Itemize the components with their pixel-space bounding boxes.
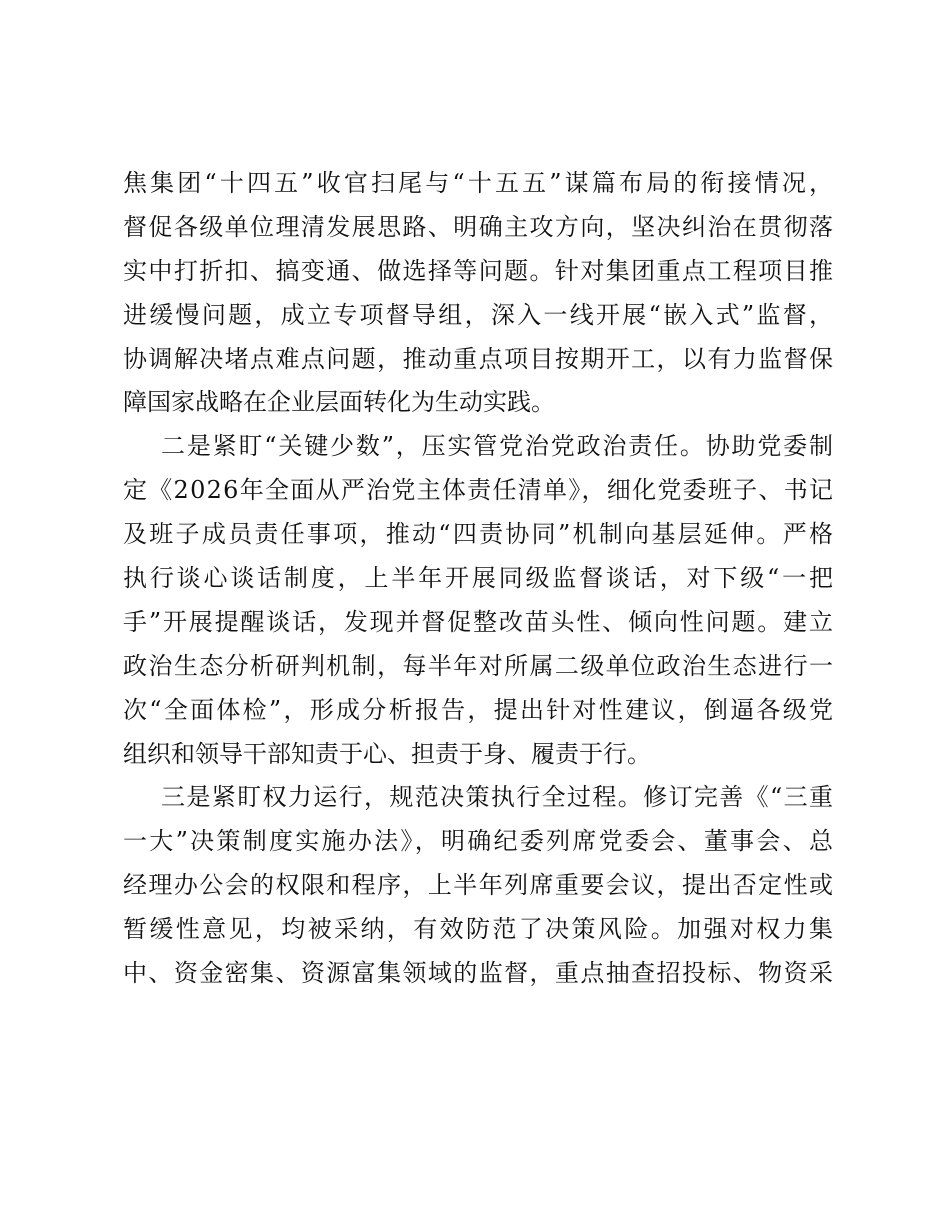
text-line: 定《2026年全面从严治党主体责任清单》，细化党委班子、书记 — [123, 476, 835, 505]
text-line: 政治生态分析研判机制，每半年对所属二级单位政治生态进行一 — [123, 651, 835, 680]
text-line: 及班子成员责任事项，推动“四责协同”机制向基层延伸。严格 — [123, 520, 836, 549]
text-line: 焦集团“十四五”收官扫尾与“十五五”谋篇布局的衔接情况， — [123, 169, 837, 197]
text-line: 组织和领导干部知责于心、担责于身、履责于行。 — [123, 739, 651, 768]
text-line: 次“全面体检”，形成分析报告，提出针对性建议，倒逼各级党 — [123, 695, 836, 724]
text-line: 暂缓性意见，均被采纳，有效防范了决策风险。加强对权力集 — [123, 915, 836, 944]
text-line: 实中打折扣、搞变通、做选择等问题。针对集团重点工程项目推 — [123, 256, 835, 285]
body-text — [123, 162, 837, 996]
text-line: 督促各级单位理清发展思路、明确主攻方向，坚决纠治在贯彻落 — [123, 212, 835, 241]
text-line: 进缓慢问题，成立专项督导组，深入一线开展“嵌入式”监督， — [123, 300, 836, 329]
paragraph-start-line: 二是紧盯“关键少数”，压实管党治党政治责任。协助党委制 — [161, 432, 835, 461]
paragraph-start-line: 三是紧盯权力运行，规范决策执行全过程。修订完善《“三重 — [161, 783, 835, 812]
text-line: 协调解决堵点难点问题，推动重点项目按期开工，以有力监督保 — [123, 344, 835, 373]
text-line: 手”开展提醒谈话，发现并督促整改苗头性、倾向性问题。建立 — [123, 607, 835, 636]
text-line: 中、资金密集、资源富集领域的监督，重点抽查招投标、物资采 — [123, 959, 835, 988]
text-line: 障国家战略在企业层面转化为生动实践。 — [123, 388, 555, 417]
text-line: 执行谈心谈话制度，上半年开展同级监督谈话，对下级“一把 — [123, 564, 836, 593]
text-line: 经理办公会的权限和程序，上半年列席重要会议，提出否定性或 — [123, 871, 835, 900]
text-line: 一大”决策制度实施办法》，明确纪委列席党委会、董事会、总 — [123, 827, 836, 856]
